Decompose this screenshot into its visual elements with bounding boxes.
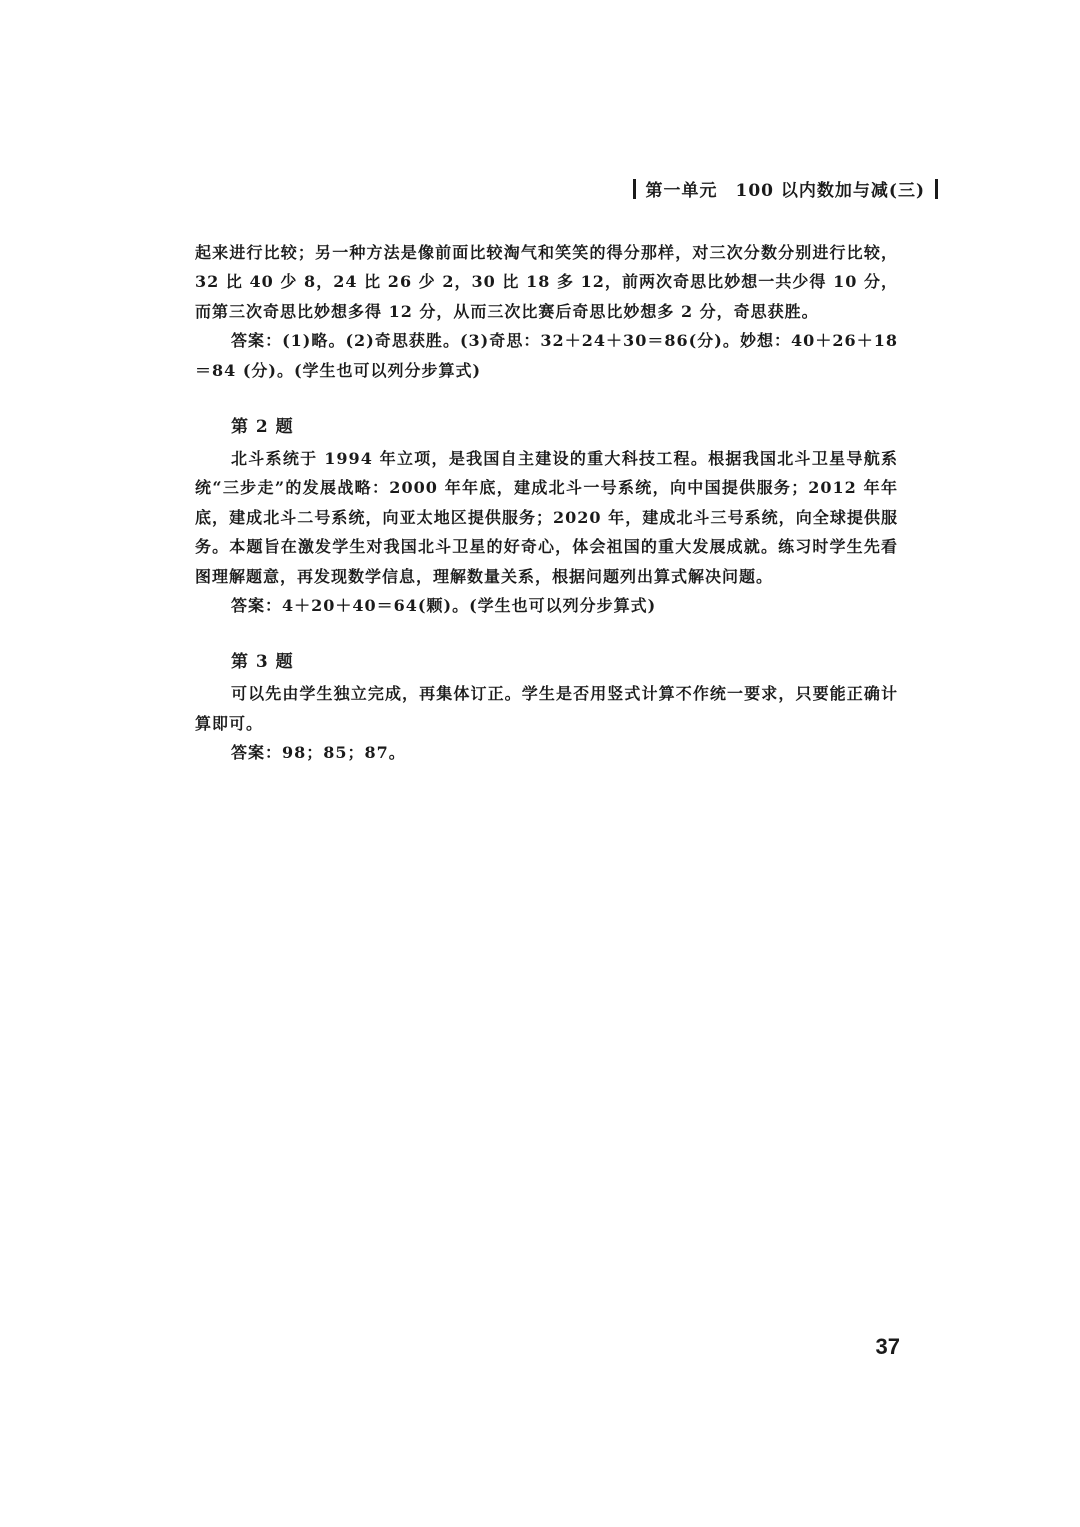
section2-title: 第 2 题	[231, 417, 294, 438]
section2-answer: 答案：4＋20＋40＝64(颗)。(学生也可以列分步算式)	[231, 596, 657, 616]
running-header-text: 第一单元 100 以内数加与减(三)	[645, 181, 925, 201]
section3-title: 第 3 题	[231, 652, 294, 673]
section3-answer: 答案：98；85；87。	[231, 743, 406, 763]
header-right-rule	[935, 179, 938, 199]
section2-body: 北斗系统于 1994 年立项，是我国自主建设的重大科技工程。根据我国北斗卫星导航系统“三步走”的发展战略：2000 年年底，建成北斗一号系统，向中国提供服务；2012 年年底，建成北斗二号系统，向亚太地区提供服务；2020 年，建成北斗三号系统，向全球提供服务。本题旨在激发学生对我国北斗卫星的好奇心，体会祖国的重大发展成就。练习时学生先看图理解题意，再发现数学信息，理解数量关系，根据问题列出算式解决问题。	[195, 449, 898, 586]
page-body	[195, 238, 898, 768]
section1-continuation: 起来进行比较；另一种方法是像前面比较淘气和笑笑的得分那样，对三次分数分别进行比较，32 比 40 少 8，24 比 26 少 2，30 比 18 多 12，前两次奇思比妙想一共少得 10 分，而第三次奇思比妙想多得 12 分，从而三次比赛后奇思比妙想多 2 分，奇思获胜。	[195, 243, 898, 321]
page-number: 37	[875, 1334, 900, 1359]
section1-answer: 答案：(1)略。(2)奇思获胜。(3)奇思：32＋24＋30＝86(分)。妙想：40＋26＋18＝84 (分)。(学生也可以列分步算式)	[195, 331, 898, 380]
section3-body: 可以先由学生独立完成，再集体订正。学生是否用竖式计算不作统一要求，只要能正确计算即可。	[195, 684, 898, 733]
running-header	[633, 176, 939, 201]
